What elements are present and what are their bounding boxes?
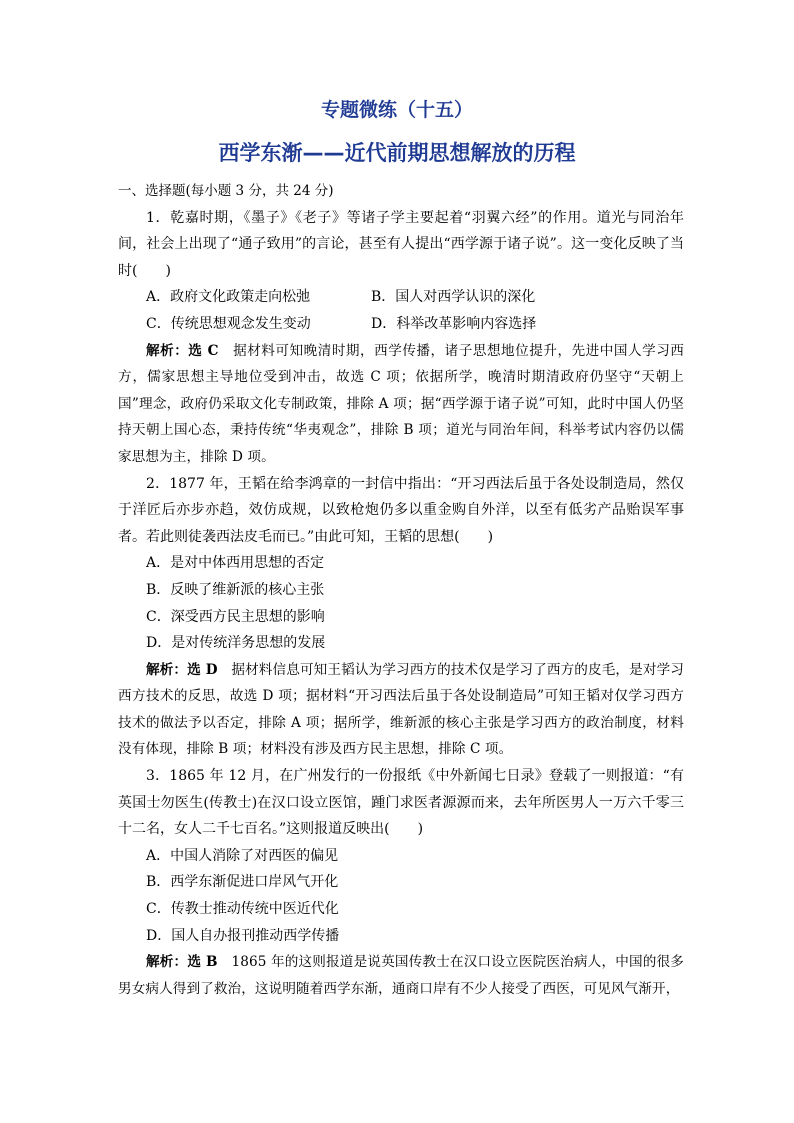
content-body [118, 178, 684, 1002]
question-3-option-a: A．中国人消除了对西医的偏见 [146, 847, 339, 864]
explanation-text: 1865 年的这则报道是说英国传教士在汉口设立医院医治病人，中国的很多男女病人得到了救治，这说明随着西学东渐，通商口岸有不少人接受了西医，可见风气渐开， [118, 954, 684, 997]
page-title: 专题微练（十五） [320, 99, 473, 121]
explanation-text: 据材料信息可知王韬认为学习西方的技术仅是学习了西方的皮毛，是对学习西方技术的反思，故选 D 项；据材料“开习西法后虽于各处设制造局”可知王韬对仅学习西方技术的做法予以否定，排除 A 项；据所学，维新派的核心主张是学习西方的政治制度，材料没有体现，排除 B 项；材料没有涉及西方民主思想，排除 C 项。 [118, 661, 684, 758]
question-1-explanation [118, 338, 684, 471]
question-2-option-b: B．反映了维新派的核心主张 [146, 581, 325, 598]
question-3-option-b: B．西学东渐促进口岸风气开化 [146, 874, 339, 891]
question-1-option-a: A．政府文化政策走向松弛 [146, 289, 311, 306]
question-3-explanation [118, 949, 684, 1002]
explanation-lead: 解析：选 C [146, 342, 219, 359]
question-1-option-c: C．传统思想观念发生变动 [146, 315, 311, 332]
question-3-option-c: C．传教士推动传统中医近代化 [146, 901, 339, 918]
question-1-options-row-1 [118, 284, 684, 311]
question-3-option-d: D．国人自办报刊推动西学传播 [146, 927, 340, 944]
question-1-option-b: B．国人对西学认识的深化 [371, 289, 536, 306]
explanation-lead: 解析：选 B [146, 954, 218, 971]
page-subtitle: 西学东渐——近代前期思想解放的历程 [218, 141, 576, 165]
question-1-stem: 1．乾嘉时期，《墨子》《老子》等诸子学主要起着“羽翼六经”的作用。道光与同治年间，社会上出现了“通子致用”的言论，甚至有人提出“西学源于诸子说”。这一变化反映了当时( ) [118, 209, 684, 279]
question-2-stem: 2．1877 年，王韬在给李鸿章的一封信中指出：“开习西法后虽于各处设制造局，然仅于洋匠后亦步亦趋，效仿成规，以致枪炮仍多以重金购自外洋，以至有低劣产品贻误军事者。若此则徒袭西法皮毛而已。”由此可知，王韬的思想( ) [118, 475, 684, 545]
question-2-option-c: C．深受西方民主思想的影响 [146, 608, 325, 625]
question-3-stem: 3．1865 年 12 月，在广州发行的一份报纸《中外新闻七日录》登载了一则报道：“有英国士勿医生(传教士)在汉口设立医馆，踵门求医者源源而来，去年所医男人一万六千零三十二名，女人二千七百名。”这则报道反映出( ) [118, 768, 684, 838]
explanation-lead: 解析：选 D [146, 661, 218, 678]
question-2-explanation [118, 657, 684, 763]
question-2-option-a: A．是对中体西用思想的否定 [146, 555, 325, 572]
question-2-option-d: D．是对传统洋务思想的发展 [146, 635, 326, 652]
question-1-option-d: D．科举改革影响内容选择 [371, 315, 537, 332]
explanation-text: 据材料可知晚清时期，西学传播，诸子思想地位提升，先进中国人学习西方，儒家思想主导地位受到冲击，故选 C 项；依据所学，晚清时期清政府仍坚守“天朝上国”理念，政府仍采取文化专制政策，排除 A 项；据“西学源于诸子说”可知，此时中国人仍坚持天朝上国心态，秉持传统“华夷观念”，排除 B 项；道光与同治年间，科举考试内容仍以儒家思想为主，排除 D 项。 [118, 342, 684, 465]
section-heading: 一、选择题(每小题 3 分，共 24 分) [118, 183, 334, 199]
question-1-options-row-2 [118, 311, 684, 338]
